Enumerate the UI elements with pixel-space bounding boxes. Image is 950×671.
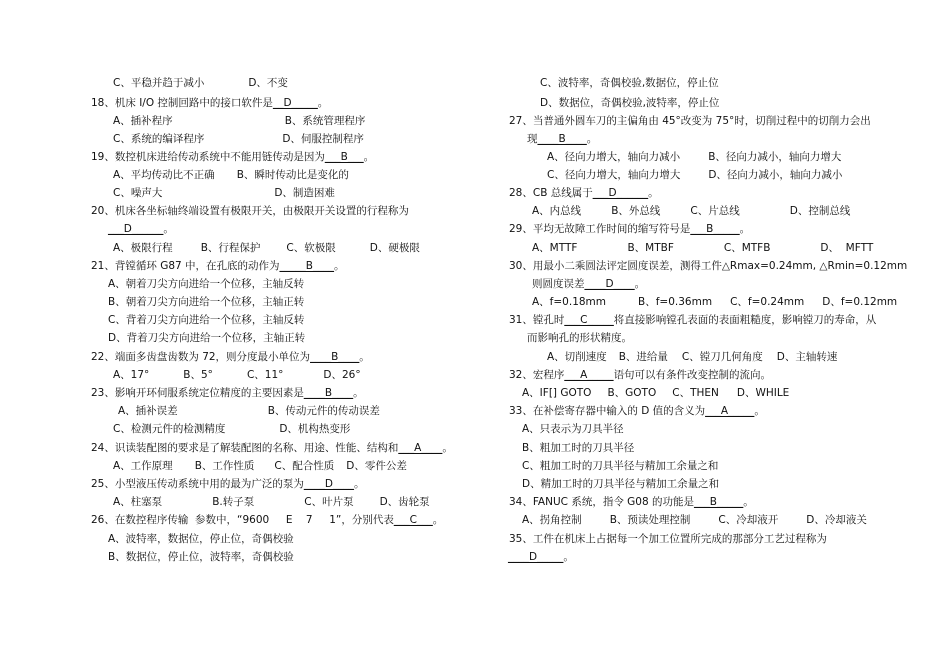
- text-segment: D、26°: [323, 369, 361, 381]
- answer-blank: ____B____: [537, 133, 587, 145]
- text-segment: C、叶片泵: [304, 496, 354, 508]
- text-line: [509, 495, 754, 509]
- text-segment: C、片总线: [690, 205, 740, 217]
- text-segment: 。: [739, 223, 751, 235]
- text-segment: D、精加工时的刀具半径与精加工余量之和: [522, 478, 720, 490]
- text-line: [108, 532, 294, 546]
- text-segment: D、f=0.12mm: [822, 296, 898, 308]
- text-segment: 。: [353, 387, 364, 399]
- answer-blank: _____B____: [279, 260, 335, 272]
- answer-blank: ____D____: [303, 478, 354, 490]
- text-segment: 25、小型液压传动系统中用的最为广泛的泵为: [91, 478, 304, 490]
- answer-blank: ___B_____: [694, 496, 744, 508]
- answer-blank: ___A_____: [564, 369, 614, 381]
- text-line: [509, 114, 871, 128]
- text-segment: 而影响孔的形状精度。: [527, 332, 632, 344]
- text-segment: C、径向力增大，轴向力增大: [547, 169, 681, 181]
- text-segment: C、粗加工时的刀具半径与精加工余量之和: [522, 460, 719, 472]
- text-segment: 28、CB 总线属于: [509, 187, 593, 199]
- answer-blank: ___B___: [324, 151, 364, 163]
- answer-blank: ___C___: [393, 514, 433, 526]
- text-line: [113, 422, 350, 436]
- text-line: [108, 295, 304, 309]
- answer-blank: __D_____: [272, 97, 318, 109]
- text-segment: 34、FANUC 系统，指令 G08 的功能是: [509, 496, 695, 508]
- text-segment: C、THEN: [672, 387, 719, 399]
- text-segment: 18、机床 I/O 控制回路中的接口软件是: [91, 97, 273, 109]
- text-segment: 21、背镗循环 G87 中，在孔底的动作为: [91, 260, 280, 272]
- text-segment: D、机构热变形: [279, 423, 351, 435]
- text-segment: D、齿轮泵: [379, 496, 430, 508]
- text-segment: 29、平均无故障工作时间的缩写符号是: [509, 223, 691, 235]
- answer-blank: ___B_____: [690, 223, 740, 235]
- text-segment: D、 MFTT: [820, 242, 874, 254]
- text-segment: 。: [743, 496, 754, 508]
- answer-blank: ____D____: [584, 278, 635, 290]
- text-segment: 27、当普通外圆车刀的主偏角由 45°改变为 75°时，切削过程中的切削力会出: [509, 115, 871, 127]
- text-line: [113, 76, 288, 90]
- text-segment: D、不变: [248, 77, 288, 89]
- text-line: [532, 277, 645, 291]
- text-segment: A、拐角控制: [522, 514, 582, 526]
- answer-blank: ___D______: [592, 187, 649, 199]
- text-segment: C、系统的编译程序: [113, 133, 205, 145]
- text-line: [113, 495, 430, 509]
- text-segment: B、传动元件的传动误差: [267, 405, 380, 417]
- text-line: [113, 186, 335, 200]
- answer-blank: ___A_____: [705, 405, 755, 417]
- text-segment: A、插补程序: [113, 115, 173, 127]
- text-segment: 。: [442, 442, 453, 454]
- text-line: [509, 532, 827, 546]
- text-segment: B、GOTO: [607, 387, 657, 399]
- text-line: [527, 132, 597, 146]
- text-line: [91, 477, 364, 491]
- text-segment: D、WHILE: [736, 387, 790, 399]
- text-segment: 30、用最小二乘圆法评定圆度误差，测得工件△Rmax=0.24mm, △Rmin=0.12mm: [509, 260, 908, 272]
- text-line: [113, 114, 365, 128]
- text-segment: C、波特率，奇偶校验,数据位，停止位: [540, 77, 719, 89]
- text-line: [113, 241, 420, 255]
- text-segment: B、外总线: [611, 205, 661, 217]
- text-segment: 31、镗孔时: [509, 314, 565, 326]
- text-segment: A、柱塞泵: [113, 496, 163, 508]
- text-line: [522, 513, 867, 527]
- text-line: [91, 96, 328, 110]
- text-segment: A、波特率，数据位，停止位，奇偶校验: [108, 533, 294, 545]
- text-segment: C、背着刀尖方向进给一个位移，主轴反转: [108, 314, 305, 326]
- text-segment: A、插补误差: [118, 405, 178, 417]
- text-line: [91, 150, 374, 164]
- text-segment: C、检测元件的检测精度: [113, 423, 226, 435]
- text-line: [522, 441, 634, 455]
- text-line: [113, 132, 364, 146]
- text-segment: A、17°: [113, 369, 150, 381]
- text-segment: C、镗刀几何角度: [681, 351, 763, 363]
- text-line: [532, 204, 850, 218]
- text-segment: A、径向力增大，轴向力减小: [547, 151, 681, 163]
- text-line: [113, 368, 361, 382]
- text-line: [108, 313, 304, 327]
- text-segment: 20、机床各坐标轴终端设置有极限开关，由极限开关设置的行程称为: [91, 205, 409, 217]
- text-segment: 。: [586, 133, 598, 145]
- text-segment: B、f=0.36mm: [638, 296, 713, 308]
- text-line: [547, 150, 841, 164]
- text-segment: 22、端面多齿盘齿数为 72，则分度最小单位为: [91, 351, 311, 363]
- text-segment: D、主轴转速: [776, 351, 838, 363]
- text-segment: A、切削速度: [547, 351, 607, 363]
- text-line: [509, 404, 765, 418]
- text-segment: 。: [317, 97, 329, 109]
- text-line: [108, 550, 294, 564]
- text-segment: A、朝着刀尖方向进给一个位移，主轴反转: [108, 278, 305, 290]
- text-segment: 23、影响开环伺服系统定位精度的主要因素是: [91, 387, 304, 399]
- text-segment: D、制造困难: [274, 187, 335, 199]
- answer-blank: ____D_____: [508, 551, 564, 563]
- text-segment: 现: [527, 133, 538, 145]
- text-segment: 。: [353, 478, 365, 490]
- text-segment: C、MTFB: [723, 242, 771, 254]
- answer-blank: ___D______: [108, 223, 164, 235]
- text-segment: A、IF[] GOTO: [522, 387, 592, 399]
- text-segment: A、只表示为刀具半径: [522, 423, 624, 435]
- text-line: [540, 76, 719, 90]
- text-segment: A、f=0.18mm: [532, 296, 607, 308]
- text-line: [113, 459, 407, 473]
- text-line: [509, 222, 750, 236]
- text-segment: D、硬极限: [369, 242, 420, 254]
- text-segment: B、径向力减小，轴向力增大: [708, 151, 842, 163]
- text-segment: 。: [634, 278, 646, 290]
- text-segment: B、工作性质: [194, 460, 255, 472]
- text-segment: 将直接影响镗孔表面的表面粗糙度，影响镗刀的寿命，从: [613, 314, 877, 326]
- text-segment: D、伺服控制程序: [282, 133, 364, 145]
- text-segment: B、5°: [183, 369, 213, 381]
- answer-blank: ____B____: [310, 351, 360, 363]
- text-segment: B、系统管理程序: [284, 115, 366, 127]
- text-line: [91, 259, 345, 273]
- text-segment: 。: [648, 187, 659, 199]
- text-line: [508, 550, 574, 564]
- text-line: [113, 168, 349, 182]
- text-line: [527, 331, 632, 345]
- text-segment: C、平稳并趋于减小: [113, 77, 205, 89]
- text-segment: 。: [563, 551, 574, 563]
- text-segment: B、粗加工时的刀具半径: [522, 442, 635, 454]
- text-line: [540, 96, 719, 110]
- text-segment: D、数据位，奇偶校验,波特率，停止位: [540, 97, 720, 109]
- text-line: [108, 222, 174, 236]
- text-segment: C、f=0.24mm: [730, 296, 805, 308]
- text-line: [91, 441, 453, 455]
- answer-blank: ___C_____: [564, 314, 614, 326]
- answer-blank: ____B____: [303, 387, 354, 399]
- text-line: [509, 368, 771, 382]
- text-segment: 24、识读装配图的要求是了解装配图的名称、用途、性能、结构和: [91, 442, 399, 454]
- text-line: [509, 313, 876, 327]
- answer-blank: ___A____: [398, 442, 443, 454]
- text-line: [118, 404, 380, 418]
- text-segment: A、内总线: [532, 205, 582, 217]
- text-line: [532, 241, 873, 255]
- text-segment: 33、在补偿寄存器中输入的 D 值的含义为: [509, 405, 706, 417]
- text-segment: D、背着刀尖方向进给一个位移，主轴正转: [108, 332, 306, 344]
- text-segment: B、MTBF: [627, 242, 674, 254]
- text-segment: 32、宏程序: [509, 369, 565, 381]
- text-segment: 。: [363, 151, 375, 163]
- text-line: [108, 277, 304, 291]
- text-segment: 。: [163, 223, 174, 235]
- text-line: [509, 259, 907, 273]
- text-segment: A、平均传动比不正确: [113, 169, 215, 181]
- text-segment: A、极限行程: [113, 242, 173, 254]
- text-segment: C、软极限: [286, 242, 336, 254]
- text-line: [522, 386, 789, 400]
- text-segment: B、朝着刀尖方向进给一个位移，主轴正转: [108, 296, 305, 308]
- text-segment: C、11°: [246, 369, 284, 381]
- text-line: [547, 168, 842, 182]
- text-segment: 。: [754, 405, 765, 417]
- text-segment: 35、工件在机床上占据每一个加工位置所完成的那部分工艺过程称为: [509, 533, 827, 545]
- text-segment: 则圆度误差: [532, 278, 585, 290]
- text-segment: B、预读处理控制: [609, 514, 691, 526]
- text-line: [522, 459, 718, 473]
- text-line: [547, 350, 837, 364]
- text-segment: 。: [432, 514, 444, 526]
- text-line: [91, 513, 443, 527]
- text-segment: B、进给量: [618, 351, 668, 363]
- text-segment: 26、在数控程序传输 参数中，“9600 E 7 1”，分别代表: [91, 514, 394, 526]
- text-line: [532, 295, 897, 309]
- text-segment: D、径向力减小，轴向力减小: [708, 169, 843, 181]
- text-segment: B、行程保护: [200, 242, 261, 254]
- text-line: [91, 204, 409, 218]
- text-segment: A、工作原理: [113, 460, 173, 472]
- text-segment: D、冷却液关: [806, 514, 867, 526]
- text-segment: 。: [334, 260, 345, 272]
- text-segment: C、配合性质: [274, 460, 335, 472]
- text-segment: D、零件公差: [346, 460, 407, 472]
- text-segment: C、冷却液开: [718, 514, 779, 526]
- text-segment: B、数据位，停止位，波特率，奇偶校验: [108, 551, 294, 563]
- text-line: [522, 477, 719, 491]
- text-segment: D、控制总线: [789, 205, 851, 217]
- text-line: [91, 386, 364, 400]
- text-line: [509, 186, 659, 200]
- text-segment: B.转子泵: [212, 496, 255, 508]
- text-line: [91, 350, 370, 364]
- text-segment: 19、数控机床进给传动系统中不能用链传动是因为: [91, 151, 325, 163]
- text-line: [108, 331, 305, 345]
- text-segment: 。: [359, 351, 370, 363]
- text-segment: C、噪声大: [113, 187, 163, 199]
- text-segment: 语句可以有条件改变控制的流向。: [613, 369, 772, 381]
- text-segment: A、MTTF: [532, 242, 578, 254]
- text-segment: B、瞬时传动比是变化的: [236, 169, 349, 181]
- text-line: [522, 422, 624, 436]
